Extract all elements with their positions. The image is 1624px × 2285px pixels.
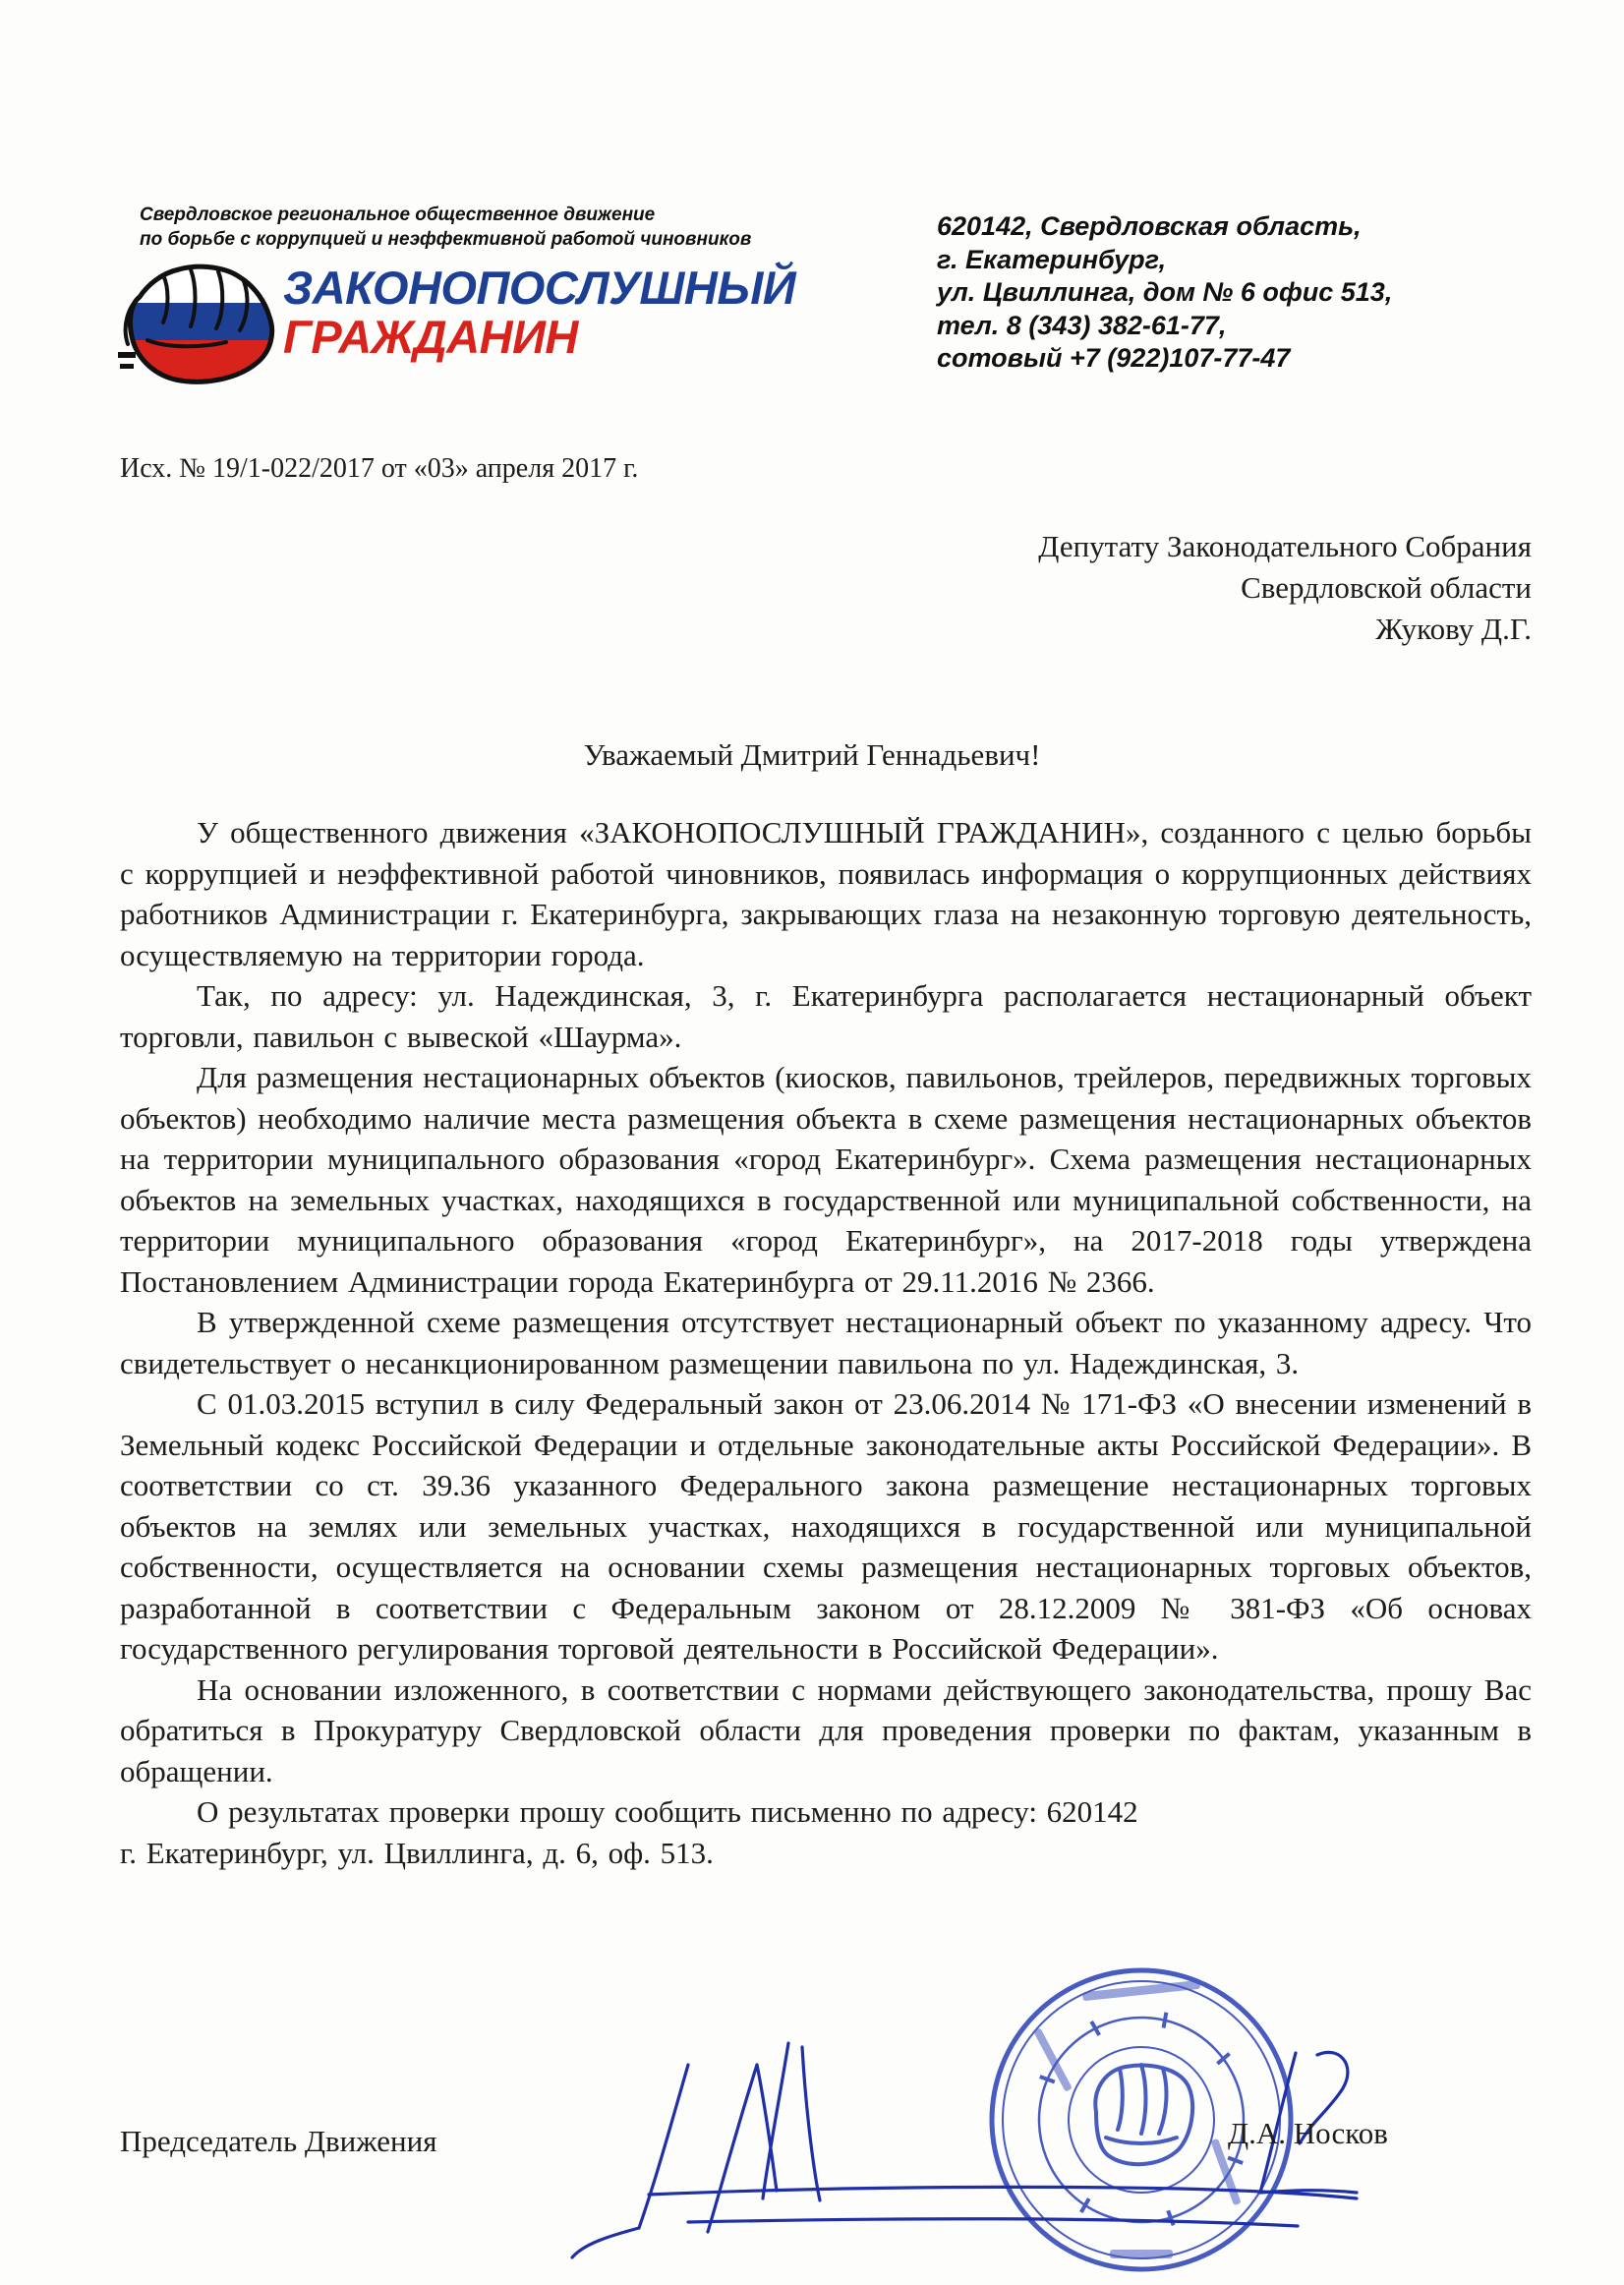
brand-line2: ГРАЖДАНИН — [283, 311, 578, 363]
body-paragraph: С 01.03.2015 вступил в силу Федеральный закон от 23.06.2014 № 171-ФЗ «О внесении изменений в Земельный кодекс Российской Федерации и отдельные законодательные акты Российской Федерации». В соответствии со ст. 39.36 указанного Федерального закона размещение нестационарных торговых объектов на землях или земельных участках, находящихся в государственной или муниципальной собственности, осуществляется на основании схемы размещения нестационарных торговых объектов, разработанной в соответствии с Федеральным законом от 28.12.2009 № 381-ФЗ «Об основах государственного регулирования торговой деятельности в Российской Федерации». — [120, 1386, 1532, 1666]
address-line: г. Екатеринбург, — [937, 244, 1167, 274]
address-line: тел. 8 (343) 382-61-77, — [937, 310, 1227, 340]
fist-logo-icon — [118, 258, 277, 387]
signatory-title: Председатель Движения — [120, 2124, 437, 2158]
addressee-line: Свердловской области — [1241, 570, 1532, 605]
brand-logotype — [283, 264, 795, 362]
organization-subtitle — [140, 203, 847, 252]
organization-subtitle-line2: по борьбе с коррупцией и неэффективной работой чиновников — [140, 229, 752, 250]
body-paragraph: В утвержденной схеме размещения отсутствует нестационарный объект по указанному адресу. Что свидетельствует о несанкционированном размещении павильона по ул. Надеждинская, 3. — [120, 1305, 1532, 1380]
body-paragraph: Так, по адресу: ул. Надеждинская, 3, г. Екатеринбурга располагается нестационарный объект торговли, павильон с вывеской «Шаурма». — [120, 978, 1532, 1054]
address-line: сотовый +7 (922)107-77-47 — [937, 343, 1291, 373]
letter-body — [120, 812, 1532, 1873]
address-line: ул. Цвиллинга, дом № 6 офис 513, — [937, 277, 1393, 307]
addressee-block — [1038, 526, 1532, 650]
closing-address-line: г. Екатеринбург, ул. Цвиллинга, д. 6, оф. 513. — [120, 1835, 714, 1870]
address-line: 620142, Свердловская область, — [937, 211, 1362, 241]
body-paragraph: О результатах проверки прошу сообщить письменно по адресу: 620142 — [197, 1794, 1138, 1829]
brand-line1: ЗАКОНОПОСЛУШНЫЙ — [283, 262, 796, 314]
organization-address — [937, 210, 1566, 376]
outgoing-reference: Исх. № 19/1-022/2017 от «03» апреля 2017 г. — [120, 453, 639, 484]
organization-subtitle-line1: Свердловское региональное общественное движение — [140, 205, 656, 225]
signatory-name: Д.А. Носков — [1228, 2116, 1388, 2150]
salutation: Уважаемый Дмитрий Геннадьевич! — [583, 737, 1041, 772]
body-paragraph: На основании изложенного, в соответствии с нормами действующего законодательства, прошу Вас обратиться в Прокуратуру Свердловской области для проведения проверки по фактам, указанным в обращении. — [120, 1671, 1532, 1788]
body-paragraph: Для размещения нестационарных объектов (киосков, павильонов, трейлеров, передвижных торговых объектов) необходимо наличие места размещения объекта в схеме размещения нестационарных объектов на территории муниципального образования «город Екатеринбург». Схема размещения нестационарных объектов на земельных участках, находящихся в государственной или муниципальной собственности, на территории муниципального образования «город Екатеринбург», на 2017-2018 годы утверждена Постановлением Администрации города Екатеринбурга от 29.11.2016 № 2366. — [120, 1060, 1532, 1299]
addressee-line: Жукову Д.Г. — [1375, 612, 1532, 646]
body-paragraph: У общественного движения «ЗАКОНОПОСЛУШНЫЙ ГРАЖДАНИН», созданного с целью борьбы с коррупцией и неэффективной работой чиновников, появилась информация о коррупционных действиях работников Администрации г. Екатеринбурга, закрывающих глаза на незаконную торговую деятельность, осуществляемую на территории города. — [120, 815, 1532, 972]
addressee-line: Депутату Законодательного Собрания — [1038, 529, 1532, 563]
